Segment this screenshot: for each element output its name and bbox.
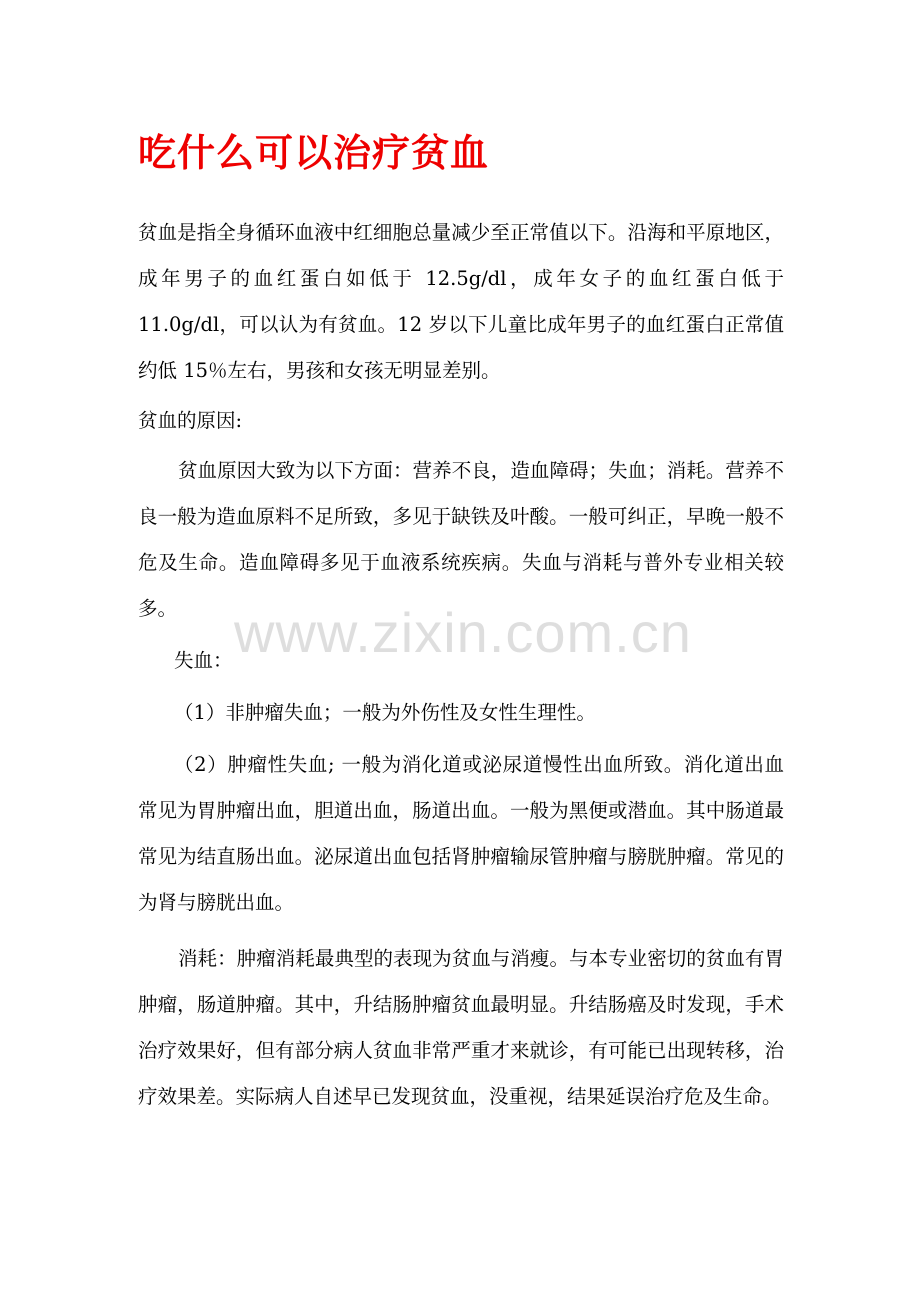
- paragraph-non-tumor-loss: （1）非肿瘤失血；一般为外伤性及女性生理性。: [174, 701, 596, 724]
- document-body: [138, 210, 784, 1120]
- document-title: 吃什么可以治疗贫血: [138, 130, 490, 175]
- paragraph-consumption: 消耗：肿瘤消耗最典型的表现为贫血与消瘦。与本专业密切的贫血有胃肿瘤，肠道肿瘤。其中，升结肠肿瘤贫血最明显。升结肠癌及时发现，手术治疗效果好，但有部分病人贫血非常严重才来就诊，有可能已出现转移，治疗效果差。实际病人自述早已发现贫血，没重视，结果延误治疗危及生命。: [138, 947, 784, 1108]
- heading-causes: 贫血的原因:: [138, 409, 243, 432]
- paragraph-definition: 贫血是指全身循环血液中红细胞总量减少至正常值以下。沿海和平原地区，成年男子的血红蛋白如低于 12.5g/dl，成年女子的血红蛋白低于 11.0g/dl，可以认为有贫血。12 岁以下儿童比成年男子的血红蛋白正常值约低 15％左右，男孩和女孩无明显差别。: [138, 221, 784, 382]
- watermark-text: www.zixin.com.cn: [234, 601, 692, 664]
- heading-blood-loss: 失血：: [174, 649, 233, 672]
- paragraph-causes: 贫血原因大致为以下方面：营养不良，造血障碍；失血；消耗。营养不良一般为造血原料不足所致，多见于缺铁及叶酸。一般可纠正，早晚一般不危及生命。造血障碍多见于血液系统疾病。失血与消耗与普外专业相关较多。: [138, 459, 784, 620]
- paragraph-tumor-loss: （2）肿瘤性失血; 一般为消化道或泌尿道慢性出血所致。消化道出血常见为胃肿瘤出血，胆道出血，肠道出血。一般为黑便或潜血。其中肠道最常见为结直肠出血。泌尿道出血包括肾肿瘤输尿管肿瘤与膀胱肿瘤。常见的为肾与膀胱出血。: [138, 753, 784, 914]
